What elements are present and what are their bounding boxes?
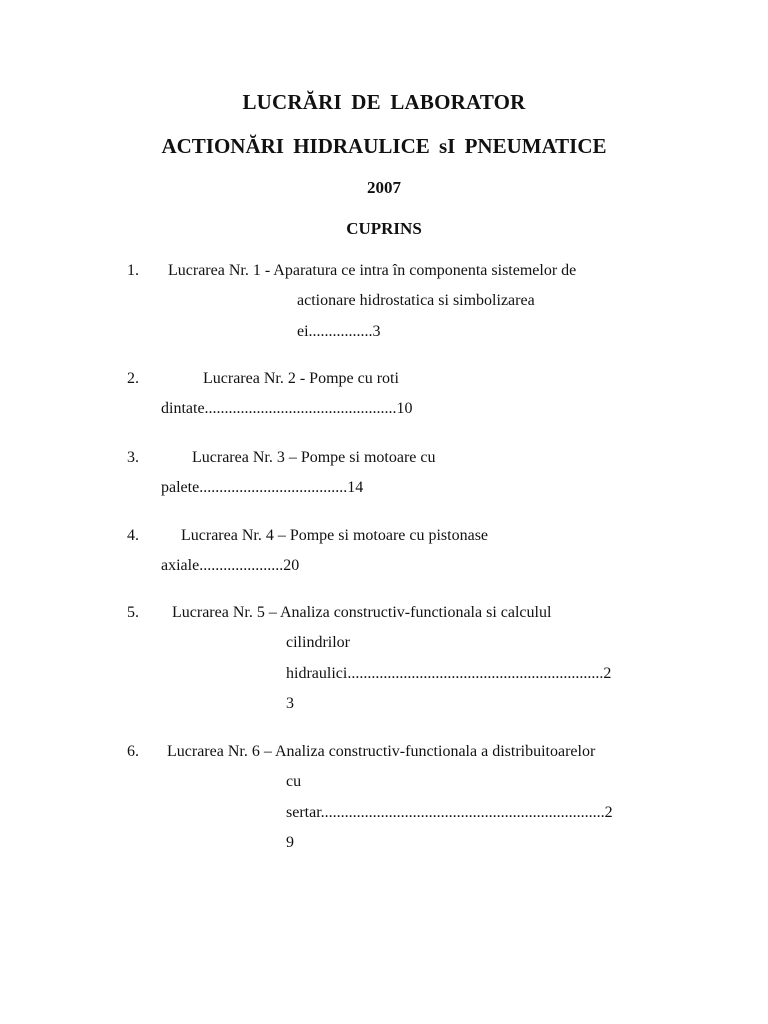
toc-entry-line: 9 [286, 834, 294, 851]
toc-entry-line: palete.....................................14 [161, 479, 364, 496]
toc-entry-line: 3 [286, 695, 294, 712]
toc-entry-line: Lucrarea Nr. 1 - Aparatura ce intra în componenta sistemelor de [168, 262, 577, 279]
toc-entry-line: hidraulici................................................................2 [286, 665, 612, 682]
document-title: LUCRĂRI DE LABORATOR [242, 90, 526, 114]
toc-entry-line: ei................3 [297, 323, 381, 340]
toc-entry-number: 2. [127, 370, 139, 387]
toc-entry-line: axiale.....................20 [161, 557, 300, 574]
toc-entry-line: dintate................................................10 [161, 400, 413, 417]
toc-heading: CUPRINS [346, 219, 422, 238]
toc-entry-number: 6. [127, 743, 139, 760]
toc-entry-line: Lucrarea Nr. 6 – Analiza constructiv-functionala a distribuitoarelor [167, 743, 596, 760]
toc-entry-line: sertar.......................................................................2 [286, 804, 613, 821]
toc-entry-number: 1. [127, 262, 139, 279]
toc-entry-number: 4. [127, 527, 139, 544]
toc-entry-line: Lucrarea Nr. 5 – Analiza constructiv-functionala si calculul [172, 604, 552, 621]
toc-entry-line: Lucrarea Nr. 3 – Pompe si motoare cu [192, 449, 436, 466]
toc-entry-number: 3. [127, 449, 139, 466]
document-subtitle: ACTIONĂRI HIDRAULICE sI PNEUMATICE [161, 134, 607, 158]
toc-entry-line: Lucrarea Nr. 2 - Pompe cu roti [203, 370, 399, 387]
toc-entry-line: actionare hidrostatica si simbolizarea [297, 292, 535, 309]
document-year: 2007 [367, 178, 401, 197]
toc-entry-line: cilindrilor [286, 634, 350, 651]
toc-entry-line: cu [286, 773, 302, 790]
toc-entry-line: Lucrarea Nr. 4 – Pompe si motoare cu pistonase [181, 527, 489, 544]
toc-entry-number: 5. [127, 604, 139, 621]
